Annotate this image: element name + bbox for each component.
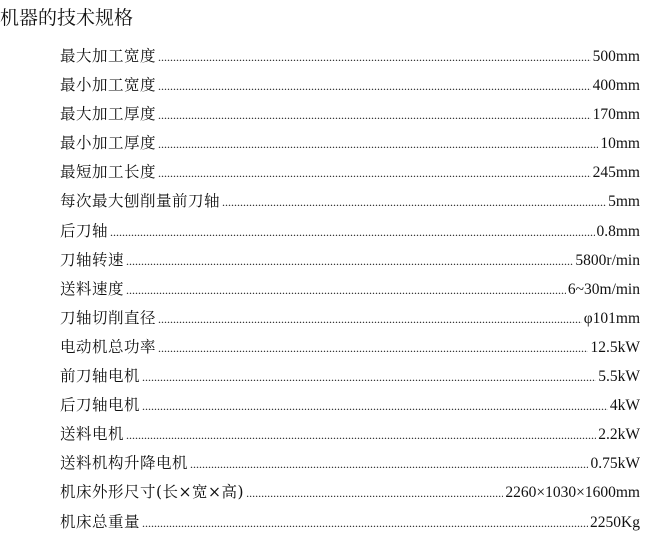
spec-label: 机床外形尺寸(长×宽×高) (60, 483, 245, 502)
spec-label: 送料机构升降电机 (60, 454, 189, 473)
dot-leader (142, 396, 608, 416)
spec-value: 10mm (600, 135, 640, 153)
spec-value: 6~30m/min (567, 280, 640, 298)
dot-leader (158, 105, 591, 125)
spec-value: 5mm (608, 193, 640, 211)
spec-row-dimensions (60, 482, 640, 511)
spec-label: 送料速度 (60, 279, 125, 298)
dot-leader (158, 338, 588, 358)
spec-row-max-thickness (60, 104, 640, 133)
spec-row-min-thickness (60, 133, 640, 162)
dot-leader (158, 76, 591, 96)
spec-label: 最短加工长度 (60, 163, 157, 182)
spec-value: 2250Kg (590, 513, 640, 531)
spec-label: 机床总重量 (60, 512, 141, 531)
dot-leader (246, 483, 503, 503)
spec-label: 最小加工宽度 (60, 76, 157, 95)
dot-leader (142, 367, 596, 387)
spec-row-feed-speed (60, 279, 640, 308)
dot-leader (158, 134, 598, 154)
spec-value: 12.5kW (590, 338, 640, 356)
dot-leader (190, 454, 588, 474)
spec-value: 5.5kW (598, 368, 640, 386)
spec-row-rear-cut-depth (60, 221, 640, 250)
spec-label: 后刀轴 (60, 221, 109, 240)
spec-label: 刀轴切削直径 (60, 308, 157, 327)
spec-row-feed-motor (60, 424, 640, 453)
spec-value: 500mm (592, 48, 640, 65)
spec-row-min-width (60, 75, 640, 104)
spec-label: 最小加工厚度 (60, 134, 157, 153)
spec-value: 2260×1030×1600mm (505, 484, 640, 502)
spec-label: 前刀轴电机 (60, 367, 141, 386)
dot-leader (126, 251, 573, 271)
spec-row-total-weight (60, 512, 640, 541)
spec-row-total-power (60, 337, 640, 366)
spec-row-max-width (60, 46, 640, 75)
dot-leader (126, 425, 596, 445)
spec-value: 0.75kW (590, 455, 640, 473)
spec-row-rear-motor (60, 395, 640, 424)
spec-label: 最大加工宽度 (60, 47, 157, 65)
dot-leader (142, 513, 588, 533)
spec-label: 电动机总功率 (60, 337, 157, 356)
spec-value: 245mm (592, 164, 640, 182)
spec-value: 400mm (592, 77, 640, 95)
spec-value: 170mm (592, 106, 640, 124)
spec-row-front-cut-depth (60, 191, 640, 220)
spec-label: 最大加工厚度 (60, 105, 157, 124)
dot-leader (158, 163, 591, 183)
spec-value: φ101mm (583, 309, 640, 327)
dot-leader (222, 192, 606, 212)
spec-value: 2.2kW (598, 426, 640, 444)
spec-value: 0.8mm (596, 222, 640, 240)
dot-leader (158, 47, 591, 67)
spec-value: 5800r/min (575, 251, 640, 269)
dot-leader (158, 309, 582, 329)
page-title: 机器的技术规格 (0, 7, 134, 29)
dot-leader (110, 222, 594, 242)
spec-list (60, 46, 640, 541)
spec-value: 4kW (609, 397, 640, 415)
dot-leader (126, 280, 566, 300)
spec-row-min-length (60, 162, 640, 191)
spec-label: 每次最大刨削量前刀轴 (60, 192, 221, 211)
spec-row-lift-motor (60, 453, 640, 482)
spec-row-front-motor (60, 366, 640, 395)
spec-label: 刀轴转速 (60, 250, 125, 269)
spec-row-spindle-speed (60, 250, 640, 279)
spec-label: 送料电机 (60, 425, 125, 444)
spec-label: 后刀轴电机 (60, 396, 141, 415)
spec-row-cutting-diameter (60, 308, 640, 337)
